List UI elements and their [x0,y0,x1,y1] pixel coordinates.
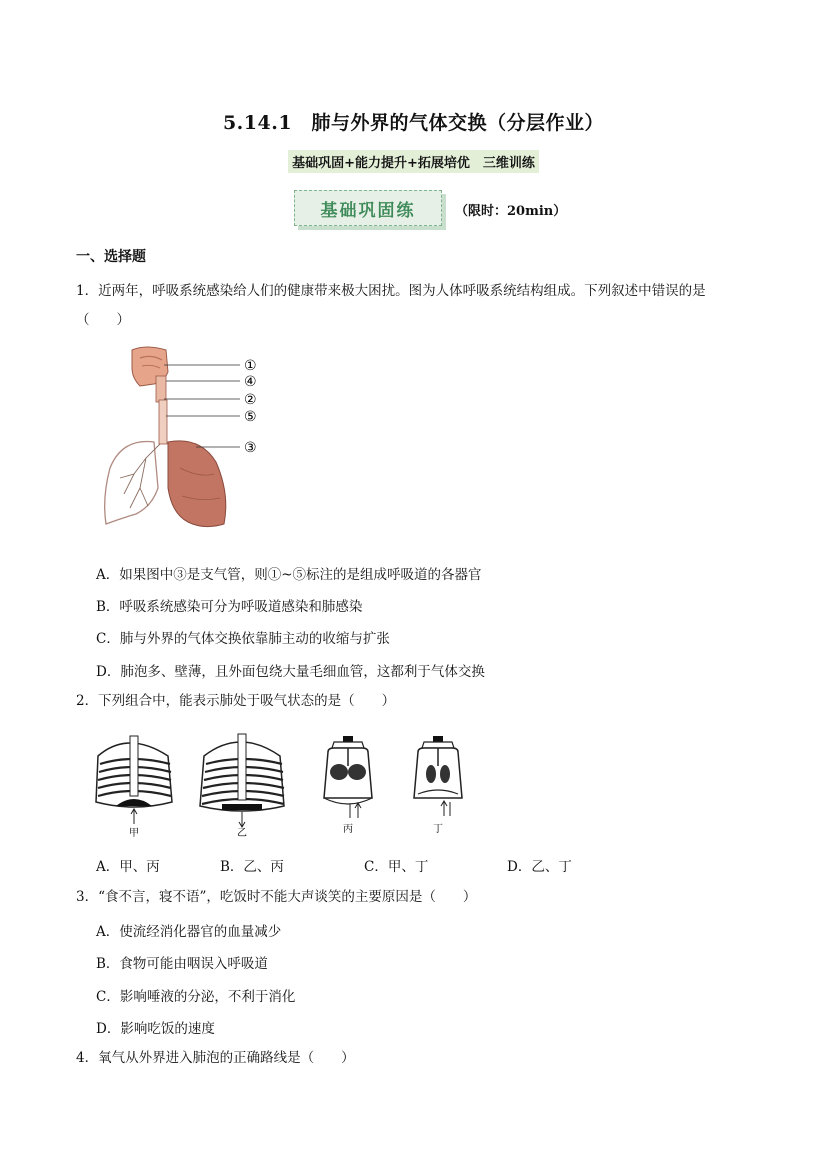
q1-stem-line2: （ ） [76,312,130,328]
breathing-figure [88,726,488,838]
ribcage-jia [96,736,172,838]
label-bing: 丙 [343,824,353,835]
fig1-label-2: ② [244,392,257,408]
q3-option-d: D．影响吃饭的速度 [96,1021,215,1037]
time-limit: （限时：20min） [455,204,567,219]
larynx [156,376,166,402]
belljar-ding [414,736,462,835]
q3-option-a: A．使流经消化器官的血量减少 [96,924,282,940]
section-badge [294,190,442,226]
subtitle: 基础巩固+能力提升+拓展培优 三维训练 [288,150,539,173]
q2-option-a: A．甲、丙 [96,859,160,875]
q1-option-a: A．如果图中③是支气管，则①~⑤标注的是组成呼吸道的各器官 [96,567,482,583]
respiratory-system-figure [96,338,276,533]
right-lung [168,441,226,527]
label-jia: 甲 [129,828,139,838]
q2-stem: 2．下列组合中，能表示肺处于吸气状态的是（ ） [76,693,396,709]
q3-option-b: B．食物可能由咽误入呼吸道 [96,956,268,972]
fig1-label-1: ① [244,358,257,374]
q2-option-b: B．乙、丙 [220,859,284,875]
q1-option-b: B．呼吸系统感染可分为呼吸道感染和肺感染 [96,599,363,615]
q1-option-c: C．肺与外界的气体交换依靠肺主动的收缩与扩张 [96,631,390,647]
belljar-bing [324,736,372,835]
trachea [159,400,167,444]
fig1-label-4: ④ [244,374,257,390]
q1-stem-line1: 1．近两年，呼吸系统感染给人们的健康带来极大困扰。图为人体呼吸系统结构组成。下列叙述中错误的是 [76,283,706,299]
badge-label: 基础巩固练 [320,200,416,221]
q1-option-d: D．肺泡多、壁薄，且外面包绕大量毛细血管，这都利于气体交换 [96,664,485,680]
q3-stem: 3．“食不言，寝不语”，吃饭时不能大声谈笑的主要原因是（ ） [76,889,477,905]
section-title: 一、选择题 [76,249,146,265]
page-title: 5.14.1 肺与外界的气体交换（分层作业） [222,112,605,134]
label-yi: 乙 [237,828,247,838]
q3-option-c: C．影响唾液的分泌，不利于消化 [96,989,296,1005]
ribcage-yi [200,734,284,838]
q2-option-c: C．甲、丁 [364,859,429,875]
fig1-label-3: ③ [244,440,257,456]
subtitle-wrap [0,150,827,173]
fig1-label-5: ⑤ [244,409,257,425]
q4-stem: 4．氧气从外界进入肺泡的正确路线是（ ） [76,1050,355,1066]
q2-option-d: D．乙、丁 [507,859,572,875]
label-ding: 丁 [433,824,443,835]
